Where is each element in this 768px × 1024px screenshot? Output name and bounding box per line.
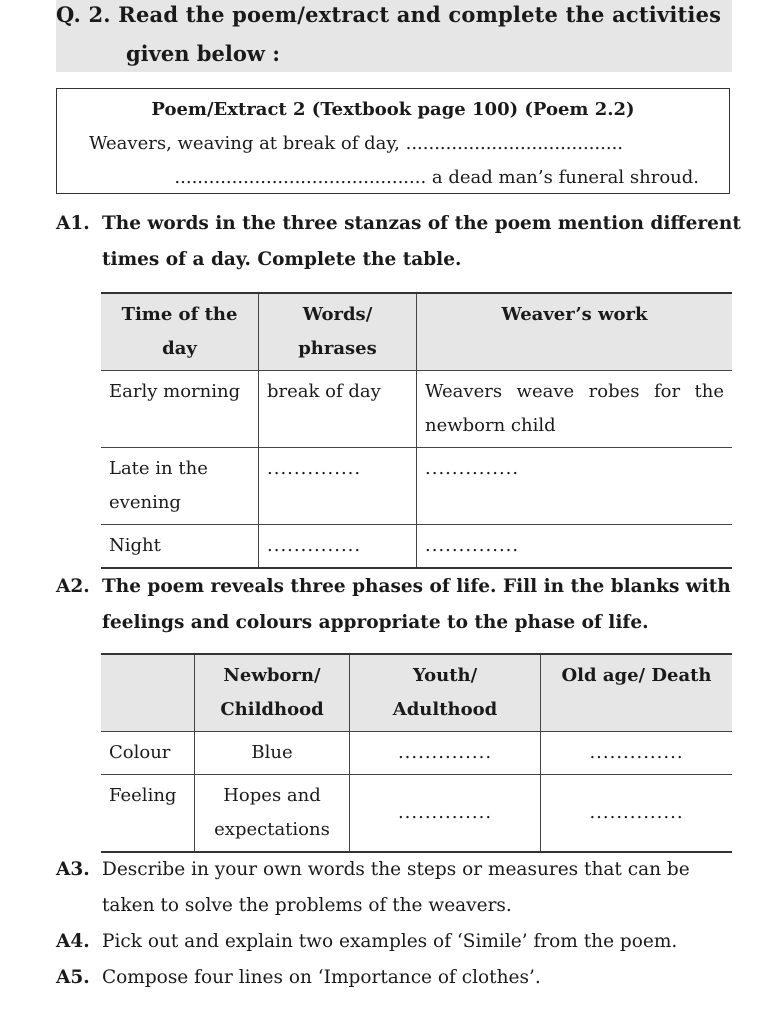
a4-number: A4.	[56, 931, 90, 952]
a5-text: Compose four lines on ‘Importance of clothes’.	[102, 967, 541, 988]
a1-header-time: Time of the day	[101, 293, 259, 371]
table-row	[101, 525, 732, 569]
a2-cell: Colour	[101, 732, 195, 775]
a1-table	[101, 292, 732, 569]
a1-cell: break of day	[259, 371, 417, 448]
a4-question	[56, 924, 677, 960]
a1-cell: Night	[101, 525, 259, 569]
question-line-2: given below :	[126, 41, 280, 66]
a2-question	[56, 569, 731, 641]
extract-line-1: Weavers, weaving at break of day, ......................................	[89, 133, 624, 154]
a1-blank: ..............	[259, 525, 417, 569]
a2-table	[101, 653, 732, 853]
question-header	[56, 0, 732, 72]
a2-number: A2.	[56, 576, 90, 597]
a3-line-1: Describe in your own words the steps or measures that can be	[102, 859, 690, 880]
table-row	[101, 448, 732, 525]
a1-blank: ..............	[259, 448, 417, 525]
table-row	[101, 371, 732, 448]
question-line-1: Q. 2. Read the poem/extract and complete the activities	[56, 2, 722, 27]
a3-number: A3.	[56, 859, 90, 880]
a1-cell: Late in the evening	[101, 448, 259, 525]
a2-blank: ..............	[350, 775, 541, 853]
a1-header-words: Words/ phrases	[259, 293, 417, 371]
extract-line-2: ............................................ a dead man’s funeral shroud.	[174, 167, 699, 188]
a1-blank: ..............	[417, 525, 733, 569]
a1-cell: Weavers weave robes for the newborn child	[417, 371, 733, 448]
a1-line-1: The words in the three stanzas of the poem mention different	[102, 213, 741, 234]
a4-text: Pick out and explain two examples of ‘Simile’ from the poem.	[102, 931, 678, 952]
a2-blank: ..............	[541, 732, 733, 775]
a2-header-row	[101, 654, 732, 732]
a1-header-work: Weaver’s work	[417, 293, 733, 371]
a2-line-1: The poem reveals three phases of life. Fill in the blanks with	[102, 576, 731, 597]
a2-blank: ..............	[541, 775, 733, 853]
a1-blank: ..............	[417, 448, 733, 525]
a3-line-2: taken to solve the problems of the weavers.	[102, 895, 512, 916]
a2-cell: Feeling	[101, 775, 195, 853]
a1-header-row	[101, 293, 732, 371]
table-row	[101, 775, 732, 853]
table-row	[101, 732, 732, 775]
a2-header-oldage: Old age/ Death	[541, 654, 733, 732]
a1-cell: Early morning	[101, 371, 259, 448]
a1-line-2: times of a day. Complete the table.	[102, 249, 462, 270]
a2-header-empty	[101, 654, 195, 732]
a2-cell: Hopes and expectations	[195, 775, 350, 853]
poem-extract-box	[56, 88, 730, 194]
extract-title: Poem/Extract 2 (Textbook page 100) (Poem 2.2)	[151, 99, 635, 120]
a1-number: A1.	[56, 213, 90, 234]
a2-header-newborn: Newborn/ Childhood	[195, 654, 350, 732]
a2-blank: ..............	[350, 732, 541, 775]
a2-header-youth: Youth/ Adulthood	[350, 654, 541, 732]
a5-number: A5.	[56, 967, 90, 988]
a3-question	[56, 852, 690, 924]
a2-cell: Blue	[195, 732, 350, 775]
a1-question	[56, 206, 741, 278]
a2-line-2: feelings and colours appropriate to the phase of life.	[102, 612, 649, 633]
a5-question	[56, 960, 541, 996]
